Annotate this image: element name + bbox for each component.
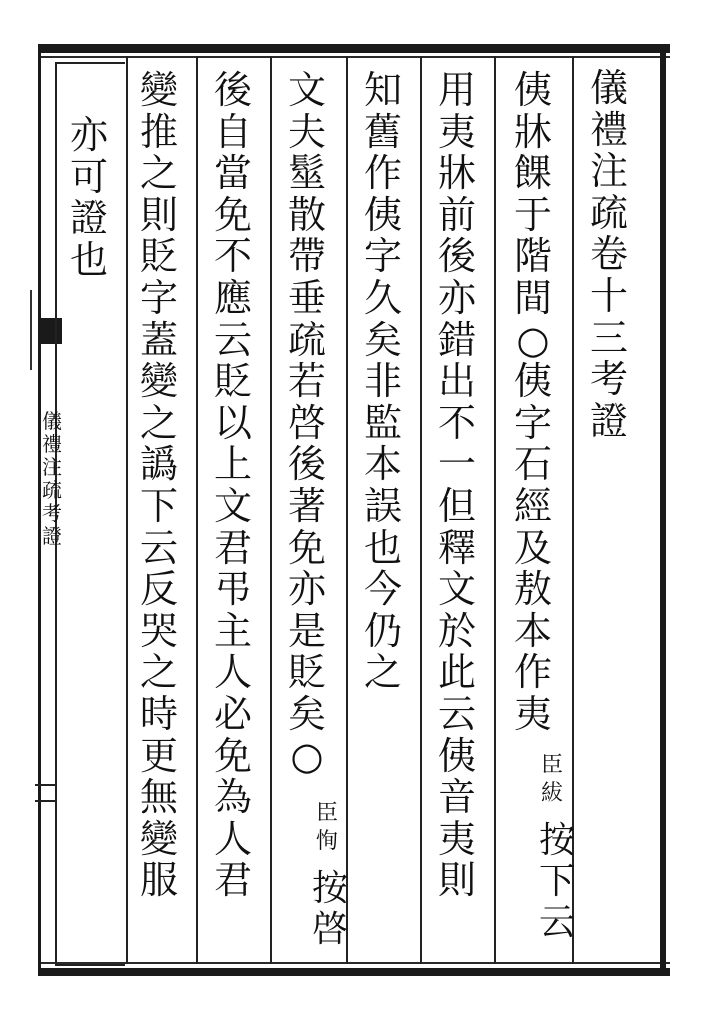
frame-right-border [660,44,666,976]
text-column-4: 文夫髽散帶垂疏若啓後著免亦是貶矣○ [287,70,326,778]
editor-note-2-tail: 按啓 [311,868,348,950]
editor-note-1: 臣紱 [540,753,563,806]
frame-bottom-border [38,968,670,976]
text-column-2: 用夷牀前後亦錯出不一但釋文於此云侇音夷則 [437,68,476,903]
text-column-5: 後自當免不應云貶以上文君弔主人必免為人君 [213,68,252,903]
text-column-7: 亦可證也 [69,113,108,282]
text-column-3: 知舊作侇字久矣非監本誤也今仍之 [363,68,402,695]
column-rule [270,56,272,964]
page-number-stroke [35,800,57,802]
frame-bottom-rule [38,962,670,964]
frame-top-rule [38,56,670,58]
margin-page-number [35,770,59,830]
column-rule [346,56,348,964]
volume-title: 儀禮注疏卷十三考證 [589,66,628,443]
text-column-6: 變推之則貶字蓋變之譌下云反哭之時更無變服 [139,68,178,903]
frame-left-border [38,44,41,976]
column-rule [126,56,128,964]
column-rule [420,56,422,964]
frame-top-border [38,44,670,53]
column-rule [494,56,496,964]
margin-title: 儀禮注疏考證 [42,409,62,548]
text-column-1: 侇牀餜于階間○侇字石經及敖本作夷 [513,70,552,736]
editor-note-1-tail: 按下云 [538,820,575,943]
page-number-stroke [35,784,57,786]
center-fold-line [30,290,42,370]
editor-note-2: 臣恂 [315,801,338,854]
column-rule [196,56,198,964]
